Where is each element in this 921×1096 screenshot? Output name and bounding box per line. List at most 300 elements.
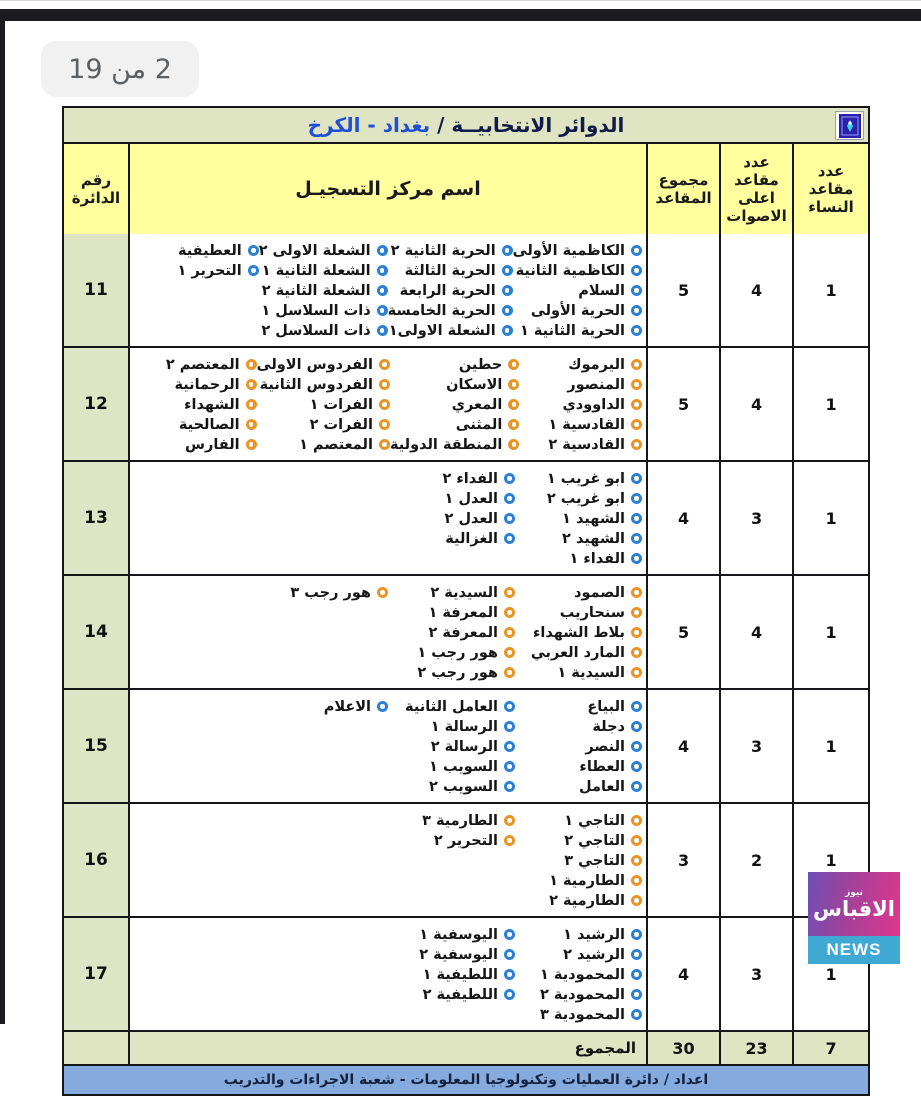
- registration-center-item[interactable]: [259, 261, 388, 280]
- bullet-marker-icon: [631, 359, 642, 370]
- registration-center-item[interactable]: [515, 583, 642, 602]
- registration-center-item[interactable]: [515, 851, 642, 870]
- registration-center-item[interactable]: [515, 603, 642, 622]
- table-row: [64, 802, 868, 916]
- registration-center-item[interactable]: [388, 603, 515, 622]
- registration-center-item[interactable]: [515, 811, 642, 830]
- registration-center-label: الرسالة ١: [430, 718, 498, 735]
- cell-center-names: [128, 918, 646, 1030]
- bullet-marker-icon: [631, 245, 642, 256]
- cell-center-names: [128, 234, 646, 346]
- registration-center-item[interactable]: [388, 925, 515, 944]
- registration-center-label: الرشيد ١: [563, 926, 625, 943]
- table-row: [64, 916, 868, 1030]
- center-name-column: [388, 468, 515, 568]
- registration-center-label: السيدية ١: [557, 664, 625, 681]
- registration-center-item[interactable]: [259, 301, 388, 320]
- bullet-marker-icon: [248, 245, 259, 256]
- registration-center-label: اليرموك: [568, 356, 625, 373]
- bullet-marker-icon: [631, 325, 642, 336]
- registration-center-item[interactable]: [515, 549, 642, 568]
- registration-center-item[interactable]: [257, 375, 390, 394]
- registration-center-label: الغزالية: [445, 530, 498, 547]
- bullet-marker-icon: [631, 647, 642, 658]
- hdr-women-l1: عدد: [817, 162, 845, 180]
- bullet-marker-icon: [508, 439, 519, 450]
- registration-center-item[interactable]: [515, 945, 642, 964]
- registration-center-item[interactable]: [134, 261, 259, 280]
- registration-center-item[interactable]: [388, 301, 513, 320]
- bullet-marker-icon: [504, 473, 515, 484]
- bullet-marker-icon: [508, 399, 519, 410]
- registration-center-item[interactable]: [515, 469, 642, 488]
- watermark-brand-bottom: [808, 936, 900, 964]
- registration-center-label: الحرية الثانية ١: [519, 322, 625, 339]
- bullet-marker-icon: [246, 439, 257, 450]
- cell-district-number: 14: [64, 576, 128, 688]
- registration-center-label: المنصور: [567, 376, 625, 393]
- registration-center-item[interactable]: [134, 435, 257, 454]
- registration-center-item[interactable]: [515, 489, 642, 508]
- column-header-center-name: اسم مركز التسجيـل: [128, 144, 646, 234]
- totals-district-spacer: [64, 1032, 128, 1064]
- cell-women-seats: 1: [792, 462, 868, 574]
- registration-center-item[interactable]: [513, 281, 642, 300]
- registration-center-item[interactable]: [388, 717, 515, 736]
- column-header-district-number: [64, 144, 128, 234]
- registration-center-item[interactable]: [513, 241, 642, 260]
- registration-center-item[interactable]: [388, 261, 513, 280]
- watermark-tiny-text: نيوز: [845, 887, 863, 898]
- registration-center-item[interactable]: [388, 509, 515, 528]
- hdr-total-l2: المقاعد: [655, 189, 712, 207]
- registration-center-label: القادسية ١: [548, 416, 625, 433]
- registration-center-label: الفرات ١: [309, 396, 373, 413]
- bullet-marker-icon: [631, 513, 642, 524]
- table-row: [64, 234, 868, 346]
- bullet-marker-icon: [502, 325, 513, 336]
- cell-women-seats: 1: [792, 348, 868, 460]
- registration-center-label: المعتصم ٢: [165, 356, 240, 373]
- registration-center-label: المعري: [451, 396, 503, 413]
- registration-center-label: بلاط الشهداء: [532, 624, 625, 641]
- registration-center-item[interactable]: [513, 321, 642, 340]
- cell-total-seats: 4: [646, 690, 719, 802]
- registration-center-label: هور رجب ٣: [290, 584, 371, 601]
- registration-center-label: دجلة: [592, 718, 625, 735]
- registration-center-label: العدل ١: [444, 490, 498, 507]
- bullet-marker-icon: [631, 493, 642, 504]
- registration-center-item[interactable]: [259, 321, 388, 340]
- hdr-women-l3: النساء: [808, 198, 854, 216]
- registration-center-item[interactable]: [388, 945, 515, 964]
- bullet-marker-icon: [377, 285, 388, 296]
- registration-center-label: السويب ٢: [429, 778, 498, 795]
- registration-center-label: الشعلة الاولى ٢: [258, 242, 371, 259]
- registration-center-label: الطارمية ٢: [549, 892, 625, 909]
- registration-center-item[interactable]: [515, 623, 642, 642]
- registration-center-item[interactable]: [388, 965, 515, 984]
- registration-center-item[interactable]: [390, 415, 519, 434]
- bullet-marker-icon: [631, 607, 642, 618]
- registration-center-item[interactable]: [388, 697, 515, 716]
- registration-center-item[interactable]: [261, 583, 388, 602]
- registration-center-label: العامل الثانية: [405, 698, 498, 715]
- cell-top-votes-seats: 3: [719, 690, 792, 802]
- registration-center-label: الاسكان: [446, 376, 503, 393]
- registration-center-item[interactable]: [515, 697, 642, 716]
- registration-center-item[interactable]: [515, 643, 642, 662]
- registration-center-label: الرشيد ٢: [563, 946, 625, 963]
- registration-center-item[interactable]: [134, 375, 257, 394]
- registration-center-item[interactable]: [513, 261, 642, 280]
- registration-center-label: الشعلة الاولى١: [388, 322, 496, 339]
- registration-center-label: المحمودية ٢: [540, 986, 625, 1003]
- cell-district-number: 16: [64, 804, 128, 916]
- bullet-marker-icon: [631, 815, 642, 826]
- watermark-brand-top: [808, 872, 900, 936]
- bullet-marker-icon: [631, 533, 642, 544]
- totals-women-seats: 7: [792, 1032, 868, 1064]
- registration-center-label: سنحاريب: [559, 604, 625, 621]
- bullet-marker-icon: [631, 761, 642, 772]
- registration-center-label: السلام: [578, 282, 625, 299]
- registration-center-label: الفداء ٢: [442, 470, 498, 487]
- bullet-marker-icon: [631, 949, 642, 960]
- registration-center-item[interactable]: [388, 643, 515, 662]
- registration-center-label: الشعلة الثانية ١: [261, 262, 371, 279]
- registration-center-item[interactable]: [257, 395, 390, 414]
- registration-center-item[interactable]: [388, 831, 515, 850]
- registration-center-label: الفارس: [185, 436, 240, 453]
- registration-center-item[interactable]: [515, 831, 642, 850]
- registration-center-item[interactable]: [261, 697, 388, 716]
- center-name-column: [515, 582, 642, 682]
- cell-top-votes-seats: 4: [719, 234, 792, 346]
- cell-women-seats: 1: [792, 804, 868, 916]
- cell-total-seats: 5: [646, 348, 719, 460]
- registration-center-item[interactable]: [257, 355, 390, 374]
- bullet-marker-icon: [504, 513, 515, 524]
- registration-center-item[interactable]: [388, 737, 515, 756]
- registration-center-label: القادسية ٢: [548, 436, 625, 453]
- registration-center-label: المحمودية ١: [540, 966, 625, 983]
- cell-district-number: 15: [64, 690, 128, 802]
- title-separator: /: [437, 113, 445, 137]
- center-name-column: [388, 810, 515, 910]
- bullet-marker-icon: [508, 419, 519, 430]
- registration-center-label: الفداء ١: [569, 550, 625, 567]
- registration-center-item[interactable]: [388, 489, 515, 508]
- center-name-column: [134, 240, 259, 340]
- registration-center-item[interactable]: [257, 415, 390, 434]
- table-footer-credit: اعداد / دائرة العمليات وتكنولوجيا المعلومات - شعبة الاجراءات والتدريب: [64, 1064, 868, 1094]
- bullet-marker-icon: [508, 379, 519, 390]
- cell-district-number: 11: [64, 234, 128, 346]
- cell-total-seats: 4: [646, 918, 719, 1030]
- registration-center-item[interactable]: [134, 241, 259, 260]
- center-name-column: [134, 354, 257, 454]
- bullet-marker-icon: [631, 667, 642, 678]
- cell-total-seats: 4: [646, 462, 719, 574]
- registration-center-item[interactable]: [388, 321, 513, 340]
- center-name-column: [513, 240, 642, 340]
- registration-center-label: التاجي ١: [564, 812, 625, 829]
- bullet-marker-icon: [379, 399, 390, 410]
- bullet-marker-icon: [504, 607, 515, 618]
- center-name-column: [261, 468, 388, 568]
- bullet-marker-icon: [631, 721, 642, 732]
- bullet-marker-icon: [631, 835, 642, 846]
- registration-center-label: الشهداء: [184, 396, 240, 413]
- bullet-marker-icon: [504, 949, 515, 960]
- registration-center-item[interactable]: [515, 1005, 642, 1024]
- registration-center-item[interactable]: [515, 925, 642, 944]
- registration-center-item[interactable]: [134, 415, 257, 434]
- registration-center-label: الفردوس الاولى: [256, 356, 373, 373]
- cell-center-names: [128, 462, 646, 574]
- registration-center-item[interactable]: [388, 529, 515, 548]
- registration-center-label: الحرية الثانية ٢: [390, 242, 496, 259]
- bullet-marker-icon: [631, 781, 642, 792]
- bullet-marker-icon: [504, 989, 515, 1000]
- registration-center-label: الشعلة الثانية ٢: [261, 282, 371, 299]
- registration-center-item[interactable]: [134, 395, 257, 414]
- registration-center-item[interactable]: [390, 355, 519, 374]
- registration-center-label: التاجي ٣: [564, 852, 625, 869]
- center-name-column: [261, 696, 388, 796]
- center-name-column: [134, 582, 261, 682]
- totals-total-seats: 30: [646, 1032, 719, 1064]
- bullet-marker-icon: [631, 439, 642, 450]
- bullet-marker-icon: [631, 929, 642, 940]
- cell-top-votes-seats: 4: [719, 576, 792, 688]
- registration-center-item[interactable]: [388, 985, 515, 1004]
- news-watermark-logo: [808, 872, 900, 964]
- center-name-column: [388, 582, 515, 682]
- registration-center-label: البياع: [587, 698, 625, 715]
- cell-top-votes-seats: 2: [719, 804, 792, 916]
- page-title: [64, 113, 868, 137]
- bullet-marker-icon: [504, 781, 515, 792]
- center-name-column: [519, 354, 642, 454]
- hdr-top-l4: الاصوات: [726, 207, 787, 225]
- center-name-column: [261, 582, 388, 682]
- bullet-marker-icon: [377, 265, 388, 276]
- registration-center-item[interactable]: [515, 871, 642, 890]
- hdr-top-l3: اعلى: [738, 189, 775, 207]
- registration-center-label: الحرية الخامسة: [387, 302, 496, 319]
- bullet-marker-icon: [631, 875, 642, 886]
- registration-center-label: حطين: [458, 356, 503, 373]
- registration-center-label: الصمود: [574, 584, 625, 601]
- registration-center-label: الفرات ٢: [309, 416, 373, 433]
- bullet-marker-icon: [508, 359, 519, 370]
- registration-center-label: اللطيفية ١: [422, 966, 498, 983]
- registration-center-item[interactable]: [515, 985, 642, 1004]
- table-row: [64, 688, 868, 802]
- registration-center-label: ذات السلاسل ٢: [261, 322, 371, 339]
- bullet-marker-icon: [631, 285, 642, 296]
- registration-center-item[interactable]: [388, 241, 513, 260]
- bullet-marker-icon: [246, 379, 257, 390]
- center-name-column: [134, 468, 261, 568]
- registration-center-label: الحرية الرابعة: [399, 282, 496, 299]
- election-districts-table: [62, 106, 870, 1096]
- cell-total-seats: 5: [646, 234, 719, 346]
- registration-center-label: العامل: [579, 778, 625, 795]
- registration-center-item[interactable]: [519, 395, 642, 414]
- registration-center-label: الطارمية ٣: [422, 812, 498, 829]
- registration-center-item[interactable]: [515, 777, 642, 796]
- bullet-marker-icon: [504, 721, 515, 732]
- registration-center-item[interactable]: [388, 469, 515, 488]
- registration-center-item[interactable]: [388, 811, 515, 830]
- bullet-marker-icon: [246, 419, 257, 430]
- bullet-marker-icon: [631, 587, 642, 598]
- registration-center-item[interactable]: [513, 301, 642, 320]
- cell-center-names: [128, 804, 646, 916]
- title-main-text: الدوائر الانتخابيــة: [451, 113, 625, 137]
- registration-center-label: الفردوس الثانية: [259, 376, 373, 393]
- cell-top-votes-seats: 3: [719, 462, 792, 574]
- registration-center-item[interactable]: [515, 509, 642, 528]
- bullet-marker-icon: [377, 245, 388, 256]
- center-name-column: [388, 240, 513, 340]
- bullet-marker-icon: [504, 587, 515, 598]
- registration-center-item[interactable]: [134, 355, 257, 374]
- bullet-marker-icon: [631, 419, 642, 430]
- cell-total-seats: 3: [646, 804, 719, 916]
- totals-top-votes-seats: 23: [719, 1032, 792, 1064]
- registration-center-item[interactable]: [515, 757, 642, 776]
- registration-center-item[interactable]: [388, 663, 515, 682]
- registration-center-item[interactable]: [388, 583, 515, 602]
- cell-total-seats: 5: [646, 576, 719, 688]
- bullet-marker-icon: [502, 285, 513, 296]
- cell-top-votes-seats: 4: [719, 348, 792, 460]
- bullet-marker-icon: [631, 553, 642, 564]
- cell-women-seats: 1: [792, 576, 868, 688]
- bullet-marker-icon: [631, 989, 642, 1000]
- registration-center-label: اللطيفية ٢: [422, 986, 498, 1003]
- bullet-marker-icon: [504, 627, 515, 638]
- registration-center-label: ذات السلاسل ١: [261, 302, 371, 319]
- registration-center-item[interactable]: [390, 395, 519, 414]
- registration-center-item[interactable]: [390, 375, 519, 394]
- registration-center-item[interactable]: [259, 241, 388, 260]
- registration-center-label: الصالحية: [178, 416, 240, 433]
- bullet-marker-icon: [379, 359, 390, 370]
- table-row: [64, 574, 868, 688]
- center-name-column: [388, 696, 515, 796]
- registration-center-label: هور رجب ١: [417, 644, 498, 661]
- bullet-marker-icon: [631, 1009, 642, 1020]
- registration-center-label: المثنى: [455, 416, 503, 433]
- registration-center-item[interactable]: [259, 281, 388, 300]
- bullet-marker-icon: [248, 265, 259, 276]
- registration-center-item[interactable]: [257, 435, 390, 454]
- hdr-dist-l2: الدائرة: [71, 189, 121, 207]
- registration-center-label: اليوسفية ١: [419, 926, 498, 943]
- center-name-column: [134, 696, 261, 796]
- registration-center-item[interactable]: [519, 435, 642, 454]
- registration-center-label: الرسالة ٢: [430, 738, 498, 755]
- registration-center-item[interactable]: [515, 891, 642, 910]
- bullet-marker-icon: [377, 325, 388, 336]
- column-header-top-votes-seats: [719, 144, 792, 234]
- bullet-marker-icon: [504, 929, 515, 940]
- bullet-marker-icon: [246, 359, 257, 370]
- bullet-marker-icon: [379, 379, 390, 390]
- registration-center-item[interactable]: [388, 281, 513, 300]
- registration-center-item[interactable]: [515, 737, 642, 756]
- bullet-marker-icon: [631, 305, 642, 316]
- cell-center-names: [128, 576, 646, 688]
- registration-center-item[interactable]: [388, 623, 515, 642]
- bullet-marker-icon: [631, 701, 642, 712]
- hdr-top-l2: مقاعد: [734, 171, 779, 189]
- registration-center-label: الحرية الثالثة: [404, 262, 496, 279]
- hdr-women-l2: مقاعد: [808, 180, 854, 198]
- bullet-marker-icon: [377, 305, 388, 316]
- column-header-total-seats: [646, 144, 719, 234]
- table-row: [64, 460, 868, 574]
- registration-center-label: التحرير ١: [177, 262, 242, 279]
- registration-center-label: المعتصم ١: [299, 436, 373, 453]
- bullet-marker-icon: [379, 419, 390, 430]
- registration-center-label: التحرير ٢: [433, 832, 498, 849]
- registration-center-item[interactable]: [390, 435, 519, 454]
- bullet-marker-icon: [631, 969, 642, 980]
- registration-center-label: السيدية ٢: [430, 584, 498, 601]
- registration-center-label: المنطقة الدولية: [389, 436, 503, 453]
- cell-center-names: [128, 348, 646, 460]
- registration-center-label: المارد العربي: [530, 644, 625, 661]
- registration-center-item[interactable]: [515, 663, 642, 682]
- center-name-column: [390, 354, 519, 454]
- bullet-marker-icon: [504, 741, 515, 752]
- center-name-column: [515, 468, 642, 568]
- bullet-marker-icon: [377, 587, 388, 598]
- cell-women-seats: 1: [792, 690, 868, 802]
- bullet-marker-icon: [502, 245, 513, 256]
- registration-center-item[interactable]: [519, 355, 642, 374]
- registration-center-label: العطاء: [579, 758, 625, 775]
- viewer-left-edge: [0, 21, 5, 1024]
- center-name-column: [257, 354, 390, 454]
- registration-center-label: الكاظمية الأولى: [512, 242, 625, 259]
- bullet-marker-icon: [504, 667, 515, 678]
- registration-center-item[interactable]: [515, 717, 642, 736]
- registration-center-label: المعرفة ٢: [428, 624, 498, 641]
- bullet-marker-icon: [631, 627, 642, 638]
- hdr-total-l1: مجموع: [658, 171, 709, 189]
- registration-center-item[interactable]: [519, 375, 642, 394]
- hdr-top-l1: عدد: [743, 153, 770, 171]
- registration-center-label: العدل ٢: [444, 510, 498, 527]
- center-name-column: [134, 924, 261, 1024]
- bullet-marker-icon: [631, 379, 642, 390]
- registration-center-item[interactable]: [515, 965, 642, 984]
- registration-center-item[interactable]: [515, 529, 642, 548]
- registration-center-item[interactable]: [388, 757, 515, 776]
- cell-district-number: 12: [64, 348, 128, 460]
- registration-center-item[interactable]: [519, 415, 642, 434]
- registration-center-item[interactable]: [388, 777, 515, 796]
- totals-label: المجموع: [128, 1032, 646, 1064]
- registration-center-label: العطيفية: [177, 242, 242, 259]
